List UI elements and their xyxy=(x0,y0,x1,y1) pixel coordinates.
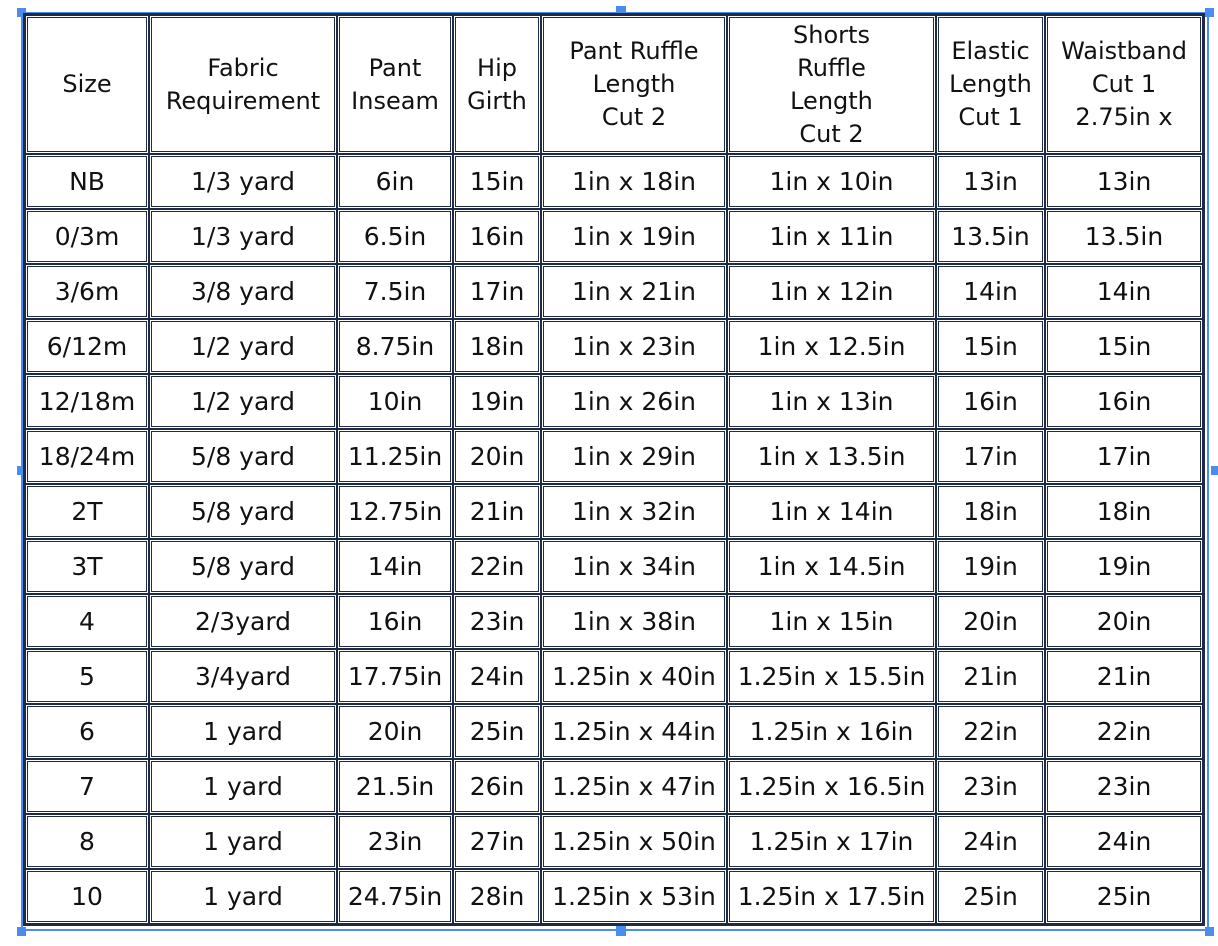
table-row xyxy=(25,319,1203,374)
table-body xyxy=(25,154,1203,924)
table-cell-pant-inseam: 14in xyxy=(337,539,453,594)
column-header-hip-girth xyxy=(453,15,541,154)
table-row xyxy=(25,154,1203,209)
table-cell-elastic-length: 14in xyxy=(936,264,1045,319)
table-cell-hip-girth: 17in xyxy=(453,264,541,319)
table-cell-waistband: 24in xyxy=(1045,814,1203,869)
column-header-line: Fabric xyxy=(207,53,279,82)
table-cell-size: 5 xyxy=(25,649,149,704)
table-cell-hip-girth: 16in xyxy=(453,209,541,264)
table-cell-size: 4 xyxy=(25,594,149,649)
column-header-pant-inseam xyxy=(337,15,453,154)
column-header-line: Pant Ruffle xyxy=(569,37,699,65)
table-row xyxy=(25,264,1203,319)
table-cell-size: 2T xyxy=(25,484,149,539)
table-cell-hip-girth: 19in xyxy=(453,374,541,429)
table-cell-pant-ruffle-length: 1in x 29in xyxy=(541,429,727,484)
table-cell-waistband: 14in xyxy=(1045,264,1203,319)
table-cell-size: 8 xyxy=(25,814,149,869)
table-cell-pant-inseam: 7.5in xyxy=(337,264,453,319)
table-cell-size: 6/12m xyxy=(25,319,149,374)
table-cell-pant-ruffle-length: 1in x 19in xyxy=(541,209,727,264)
table-cell-fabric-requirement: 1 yard xyxy=(149,759,337,814)
table-cell-size: 6 xyxy=(25,704,149,759)
table-cell-elastic-length: 13.5in xyxy=(936,209,1045,264)
table-cell-size: 18/24m xyxy=(25,429,149,484)
table-cell-pant-ruffle-length: 1in x 34in xyxy=(541,539,727,594)
table-cell-shorts-ruffle-length: 1.25in x 16in xyxy=(727,704,936,759)
table-cell-elastic-length: 20in xyxy=(936,594,1045,649)
table-cell-shorts-ruffle-length: 1in x 12in xyxy=(727,264,936,319)
table-cell-pant-inseam: 8.75in xyxy=(337,319,453,374)
table-cell-hip-girth: 25in xyxy=(453,704,541,759)
table-cell-pant-inseam: 24.75in xyxy=(337,869,453,924)
table-cell-shorts-ruffle-length: 1in x 14in xyxy=(727,484,936,539)
table-cell-shorts-ruffle-length: 1in x 14.5in xyxy=(727,539,936,594)
column-header-line: Length xyxy=(790,86,873,115)
table-cell-fabric-requirement: 5/8 yard xyxy=(149,484,337,539)
table-row xyxy=(25,374,1203,429)
table-cell-fabric-requirement: 1/2 yard xyxy=(149,374,337,429)
column-header-line: Cut 2 xyxy=(601,103,667,131)
column-header-line: Inseam xyxy=(351,86,439,115)
table-cell-elastic-length: 19in xyxy=(936,539,1045,594)
table-cell-hip-girth: 24in xyxy=(453,649,541,704)
table-cell-waistband: 20in xyxy=(1045,594,1203,649)
table-row xyxy=(25,649,1203,704)
table-cell-shorts-ruffle-length: 1in x 12.5in xyxy=(727,319,936,374)
table-cell-hip-girth: 22in xyxy=(453,539,541,594)
table-cell-elastic-length: 21in xyxy=(936,649,1045,704)
column-header-line: Waistband xyxy=(1061,37,1187,65)
column-header-line: Cut 1 xyxy=(1091,70,1157,98)
table-cell-pant-ruffle-length: 1in x 18in xyxy=(541,154,727,209)
table-cell-shorts-ruffle-length: 1in x 15in xyxy=(727,594,936,649)
table-cell-pant-inseam: 6in xyxy=(337,154,453,209)
table-row xyxy=(25,594,1203,649)
table-cell-waistband: 16in xyxy=(1045,374,1203,429)
table-cell-elastic-length: 25in xyxy=(936,869,1045,924)
table-cell-fabric-requirement: 3/4yard xyxy=(149,649,337,704)
table-cell-waistband: 19in xyxy=(1045,539,1203,594)
table-cell-waistband: 25in xyxy=(1045,869,1203,924)
table-row xyxy=(25,869,1203,924)
header-row xyxy=(25,15,1203,154)
table-cell-fabric-requirement: 1 yard xyxy=(149,704,337,759)
table-cell-size: 7 xyxy=(25,759,149,814)
column-header-pant-ruffle-length xyxy=(541,15,727,154)
column-header-line: 2.75in x xyxy=(1075,103,1173,131)
column-header-line: Ruffle xyxy=(797,53,866,82)
table-cell-pant-inseam: 21.5in xyxy=(337,759,453,814)
table-cell-fabric-requirement: 1 yard xyxy=(149,814,337,869)
table-cell-size: 3/6m xyxy=(25,264,149,319)
table-row xyxy=(25,539,1203,594)
table-cell-pant-inseam: 23in xyxy=(337,814,453,869)
table-cell-shorts-ruffle-length: 1.25in x 16.5in xyxy=(727,759,936,814)
column-header-line: Hip xyxy=(477,53,517,82)
table-cell-elastic-length: 22in xyxy=(936,704,1045,759)
table-cell-waistband: 15in xyxy=(1045,319,1203,374)
table-cell-size: 10 xyxy=(25,869,149,924)
table-cell-hip-girth: 27in xyxy=(453,814,541,869)
table-cell-fabric-requirement: 5/8 yard xyxy=(149,429,337,484)
table-cell-waistband: 23in xyxy=(1045,759,1203,814)
table-cell-hip-girth: 20in xyxy=(453,429,541,484)
table-row xyxy=(25,484,1203,539)
table-cell-hip-girth: 21in xyxy=(453,484,541,539)
table-cell-size: 12/18m xyxy=(25,374,149,429)
resize-handle-right[interactable] xyxy=(1211,466,1218,475)
table-cell-pant-ruffle-length: 1in x 32in xyxy=(541,484,727,539)
table-row xyxy=(25,814,1203,869)
table-cell-elastic-length: 17in xyxy=(936,429,1045,484)
table-cell-elastic-length: 23in xyxy=(936,759,1045,814)
column-header-size xyxy=(25,15,149,154)
table-cell-waistband: 21in xyxy=(1045,649,1203,704)
column-header-line: Length xyxy=(592,70,676,98)
table-cell-waistband: 13in xyxy=(1045,154,1203,209)
size-chart-image xyxy=(23,13,1205,926)
column-header-line: Cut 1 xyxy=(958,103,1023,131)
table-cell-pant-inseam: 12.75in xyxy=(337,484,453,539)
resize-handle-bottom[interactable] xyxy=(616,926,626,936)
table-cell-shorts-ruffle-length: 1in x 13.5in xyxy=(727,429,936,484)
column-header-line: Pant xyxy=(368,53,422,82)
table-cell-pant-ruffle-length: 1in x 38in xyxy=(541,594,727,649)
table-row xyxy=(25,759,1203,814)
table-cell-pant-inseam: 10in xyxy=(337,374,453,429)
table-cell-fabric-requirement: 1/3 yard xyxy=(149,209,337,264)
table-cell-pant-inseam: 6.5in xyxy=(337,209,453,264)
column-header-line: Size xyxy=(62,70,112,98)
table-cell-waistband: 22in xyxy=(1045,704,1203,759)
table-cell-shorts-ruffle-length: 1.25in x 17.5in xyxy=(727,869,936,924)
table-row xyxy=(25,429,1203,484)
table-cell-pant-inseam: 16in xyxy=(337,594,453,649)
table-cell-elastic-length: 15in xyxy=(936,319,1045,374)
column-header-waistband xyxy=(1045,15,1203,154)
column-header-line: Cut 2 xyxy=(799,119,864,148)
table-row xyxy=(25,209,1203,264)
table-cell-waistband: 13.5in xyxy=(1045,209,1203,264)
table-cell-elastic-length: 16in xyxy=(936,374,1045,429)
table-cell-pant-ruffle-length: 1in x 26in xyxy=(541,374,727,429)
table-cell-elastic-length: 13in xyxy=(936,154,1045,209)
table-cell-fabric-requirement: 1 yard xyxy=(149,869,337,924)
table-cell-waistband: 17in xyxy=(1045,429,1203,484)
resize-handle-bottom-left[interactable] xyxy=(17,927,26,936)
column-header-elastic-length xyxy=(936,15,1045,154)
table-cell-fabric-requirement: 1/2 yard xyxy=(149,319,337,374)
table-cell-hip-girth: 26in xyxy=(453,759,541,814)
table-cell-pant-ruffle-length: 1in x 23in xyxy=(541,319,727,374)
table-cell-hip-girth: 28in xyxy=(453,869,541,924)
table-cell-hip-girth: 23in xyxy=(453,594,541,649)
table-cell-elastic-length: 18in xyxy=(936,484,1045,539)
column-header-shorts-ruffle-length xyxy=(727,15,936,154)
table-cell-size: 3T xyxy=(25,539,149,594)
table-cell-fabric-requirement: 5/8 yard xyxy=(149,539,337,594)
table-cell-pant-ruffle-length: 1.25in x 53in xyxy=(541,869,727,924)
column-header-line: Elastic xyxy=(951,37,1030,65)
table-cell-hip-girth: 15in xyxy=(453,154,541,209)
table-cell-fabric-requirement: 3/8 yard xyxy=(149,264,337,319)
resize-handle-bottom-right[interactable] xyxy=(1205,927,1214,936)
column-header-line: Girth xyxy=(467,86,527,115)
size-chart-table xyxy=(23,13,1205,926)
table-cell-pant-inseam: 20in xyxy=(337,704,453,759)
column-header-line: Requirement xyxy=(165,86,321,115)
table-cell-pant-ruffle-length: 1.25in x 50in xyxy=(541,814,727,869)
column-header-line: Shorts xyxy=(793,20,870,49)
table-row xyxy=(25,704,1203,759)
table-cell-shorts-ruffle-length: 1.25in x 15.5in xyxy=(727,649,936,704)
table-cell-pant-ruffle-length: 1.25in x 47in xyxy=(541,759,727,814)
column-header-fabric-requirement xyxy=(149,15,337,154)
column-header-line: Length xyxy=(949,70,1032,98)
table-cell-size: NB xyxy=(25,154,149,209)
table-cell-pant-ruffle-length: 1.25in x 44in xyxy=(541,704,727,759)
resize-handle-top-right[interactable] xyxy=(1205,8,1214,17)
table-cell-hip-girth: 18in xyxy=(453,319,541,374)
table-cell-pant-ruffle-length: 1in x 21in xyxy=(541,264,727,319)
table-cell-elastic-length: 24in xyxy=(936,814,1045,869)
table-cell-size: 0/3m xyxy=(25,209,149,264)
table-cell-waistband: 18in xyxy=(1045,484,1203,539)
table-cell-pant-inseam: 11.25in xyxy=(337,429,453,484)
table-cell-shorts-ruffle-length: 1in x 11in xyxy=(727,209,936,264)
table-cell-shorts-ruffle-length: 1in x 10in xyxy=(727,154,936,209)
table-cell-pant-ruffle-length: 1.25in x 40in xyxy=(541,649,727,704)
table-cell-shorts-ruffle-length: 1in x 13in xyxy=(727,374,936,429)
table-cell-fabric-requirement: 2/3yard xyxy=(149,594,337,649)
table-cell-fabric-requirement: 1/3 yard xyxy=(149,154,337,209)
table-cell-shorts-ruffle-length: 1.25in x 17in xyxy=(727,814,936,869)
table-cell-pant-inseam: 17.75in xyxy=(337,649,453,704)
